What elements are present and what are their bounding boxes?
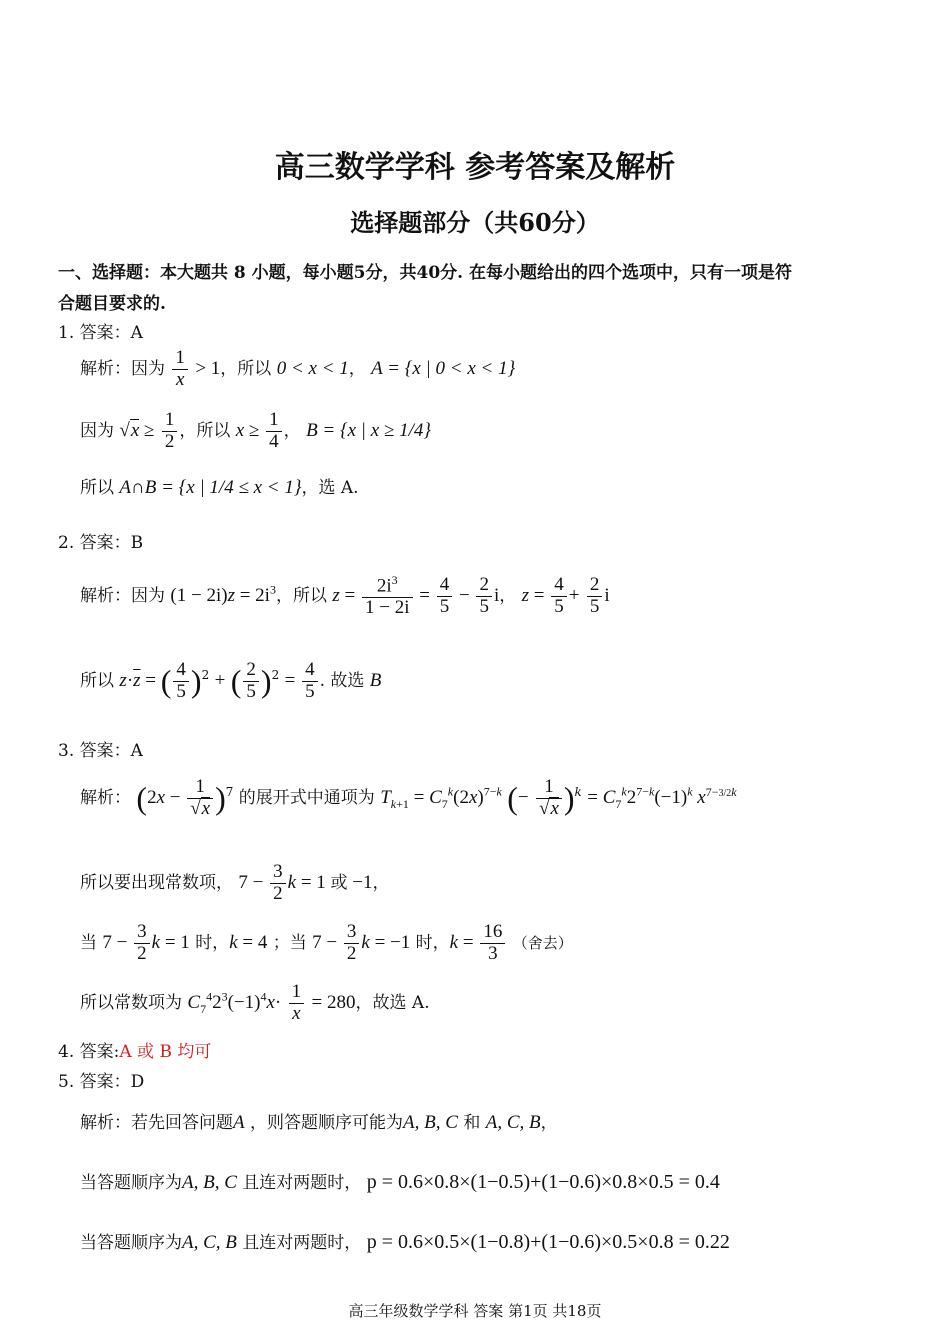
q1-solution-line1: 解析：因为 $\frac{1}{x}$ > 1，所以 0 < x < 1， A = {x | 0 < x < 1} bbox=[80, 347, 516, 390]
page-title: 高三数学学科 参考答案及解析 bbox=[274, 150, 676, 185]
q3-solution-line4: 所以常数项为 $C_7^42^3(-1)^4x\cdot$ $\frac{1}{x}$ = 280，故选 A. bbox=[80, 981, 430, 1024]
q2-answer: 2. 答案：B bbox=[58, 533, 144, 553]
q1-solution-line3: 所以 A∩B = {x | 1/4 ≤ x < 1}，选 A. bbox=[80, 477, 359, 498]
page-footer: 高三年级数学学科 答案 第1页 共18页 bbox=[348, 1302, 602, 1320]
q5-solution-line1: 解析：若先回答问题A ，则答题顺序可能为A, B, C 和 A, C, B， bbox=[80, 1112, 558, 1133]
q3-answer: 3. 答案：A bbox=[58, 741, 143, 761]
q5-solution-line3: 当答题顺序为A, C, B 且连对两题时， p = 0.6×0.5×(1−0.8)+(1−0.6)×0.5×0.8 = 0.22 bbox=[80, 1231, 730, 1253]
section-intro-line2: 合题目要求的. bbox=[58, 294, 166, 314]
q5-solution-line2: 当答题顺序为A, B, C 且连对两题时， p = 0.6×0.8×(1−0.5)+(1−0.6)×0.8×0.5 = 0.4 bbox=[80, 1171, 720, 1193]
q4-answer-value: A 或 B 均可 bbox=[119, 1042, 212, 1062]
q1-solution-line2: 因为 √x ≥ $\frac{1}{2}$ ，所以 x ≥ $\frac{1}{4}$ ， B = {x | x ≥ 1/4} bbox=[80, 409, 431, 452]
q3-solution-line1: 解析： (2x − $\frac{1}{√x}$ )$^7$ 的展开式中通项为 $T_{k+1} = C_7^k(2x)^{7-k}$ (− $\frac{1}{√x}$ )$^k = C_7^k2^{7-k}(-1)^k$ $x^{7-3/2k}$ bbox=[80, 776, 737, 819]
q1-answer: 1. 答案：A bbox=[58, 323, 143, 343]
section-intro-line1: 一、选择题：本大题共 8 小题，每小题5分，共40分. 在每小题给出的四个选项中，只有一项是符 bbox=[58, 263, 792, 283]
q3-solution-line3: 当 7 − $\frac{3}{2}$ k = 1 时，k = 4 ；当 7 − $\frac{3}{2}$ k = −1 时，k = $\frac{16}{3}$ （舍去） bbox=[80, 921, 573, 964]
q2-solution-line2: 所以 $z\cdot\overline{z}$ = ( $\frac{4}{5}$ )$^2$ + ( $\frac{2}{5}$ )$^2$ = $\frac{4}{5}$ . 故选 B bbox=[80, 659, 382, 702]
q4-answer: 4. 答案:A 或 B 均可 bbox=[58, 1042, 212, 1062]
q5-answer: 5. 答案：D bbox=[58, 1072, 145, 1092]
q3-solution-line2: 所以要出现常数项， 7 − $\frac{3}{2}$ k = 1 或 −1， bbox=[80, 861, 390, 904]
q2-solution-line1: 解析：因为 $(1 - 2i)z = 2i^3$，所以 z = $\frac{2i^3}{1 - 2i}$ = $\frac{4}{5}$ − $\frac{2}{5}$ i， z = $\frac{4}{5}$ + $\frac{2}{5}$ i bbox=[80, 573, 610, 619]
section-subtitle: 选择题部分（共60分） bbox=[350, 208, 600, 237]
